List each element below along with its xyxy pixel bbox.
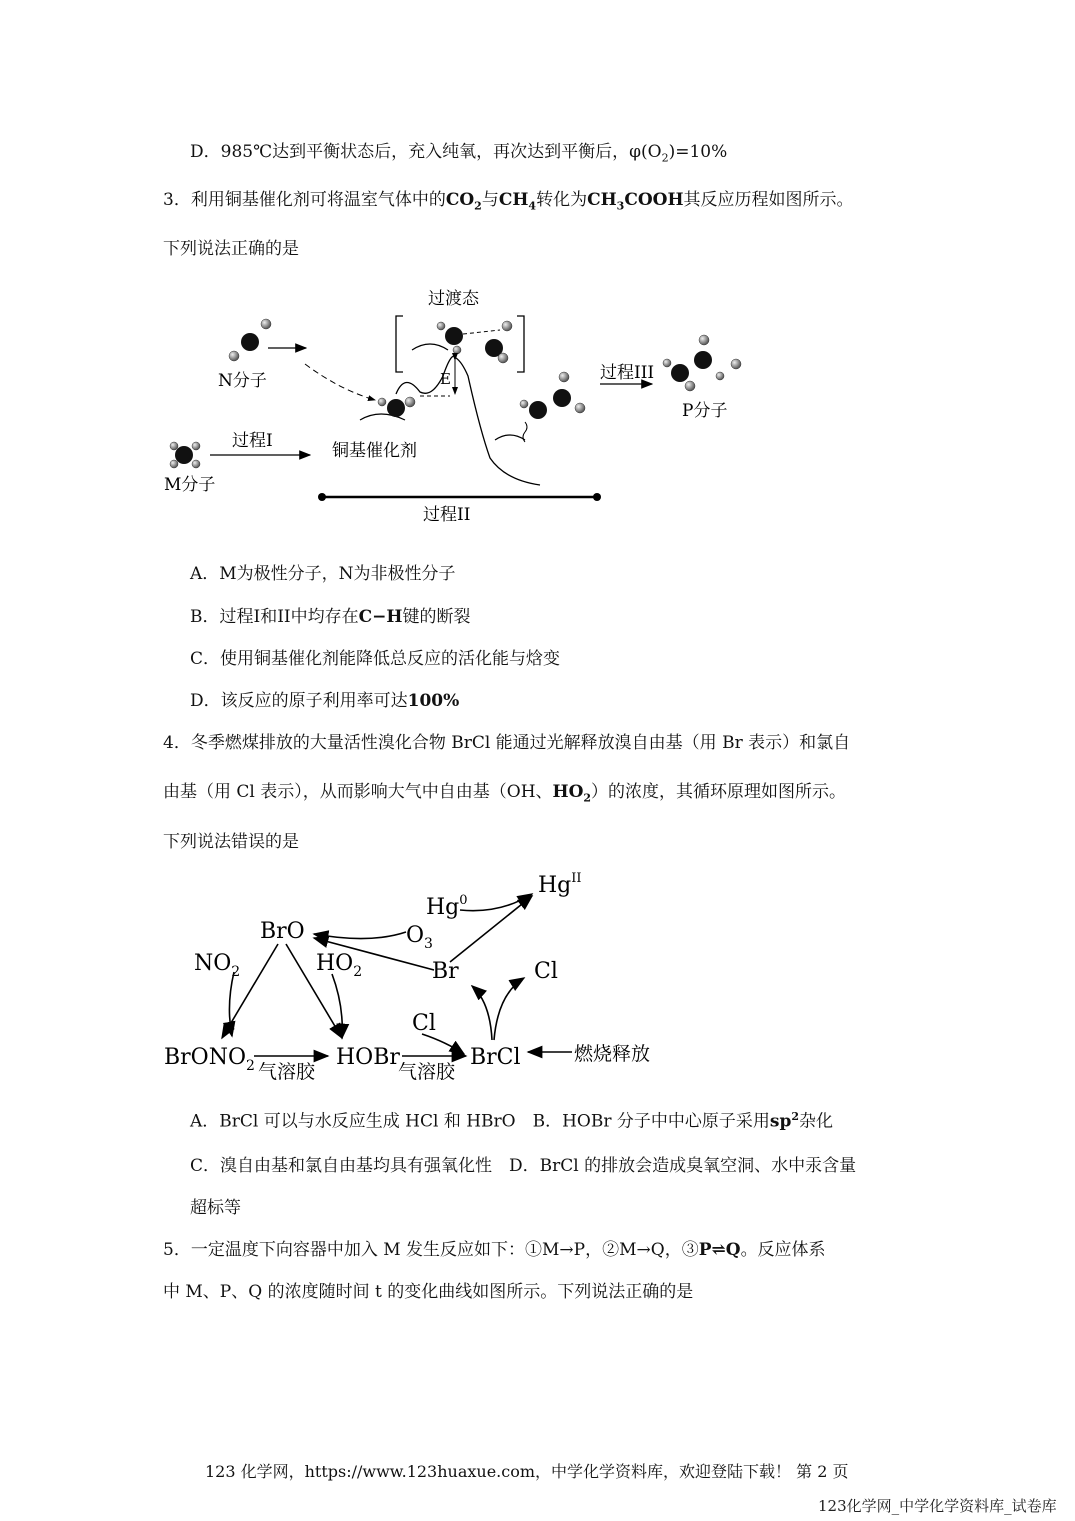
bro-label: BrO bbox=[260, 919, 305, 944]
catalyst-label: 铜基催化剂 bbox=[332, 441, 417, 461]
left-bracket bbox=[396, 316, 403, 372]
energy-curve bbox=[396, 356, 540, 485]
process2-label: 过程II bbox=[423, 505, 471, 525]
product-adsorbed bbox=[495, 372, 585, 442]
no2-arrow bbox=[229, 972, 234, 1036]
q4-stem-line3: 下列说法错误的是 bbox=[163, 832, 299, 852]
q4-stem-line1: 4．冬季燃煤排放的大量活性溴化合物 BrCl 能通过光解释放溴自由基（用 Br 表示）和氯自 bbox=[163, 733, 851, 753]
brcl-label: BrCl bbox=[470, 1045, 521, 1070]
aerosol2-label: 气溶胶 bbox=[398, 1061, 456, 1083]
m-molecule-label: M分子 bbox=[164, 475, 216, 495]
brono2-label: BrONO$_2$ bbox=[164, 1045, 255, 1074]
adsorbed-species bbox=[360, 397, 415, 420]
cl-top-label: Cl bbox=[534, 959, 558, 984]
hobr-label: HOBr bbox=[336, 1045, 400, 1070]
q4-cycle-diagram bbox=[160, 866, 700, 1086]
p-molecule-label: P分子 bbox=[682, 401, 728, 421]
q3-option-c: C．使用铜基催化剂能降低总反应的活化能与焓变 bbox=[190, 649, 561, 669]
m-molecule bbox=[170, 442, 200, 468]
q4-options-ab: A．BrCl 可以与水反应生成 HCl 和 HBrO B．HOBr 分子中中心原子采用$sp^2$杂化 bbox=[190, 1110, 834, 1132]
page-footer: 123 化学网，https://www.123huaxue.com，中学化学资料库，欢迎登陆下载！ 第 2 页 bbox=[205, 1462, 849, 1481]
o3-to-bro-arrow bbox=[314, 932, 406, 939]
no2-label: $NO_2$ bbox=[194, 951, 241, 980]
hgII-label: $Hg^{II}$ bbox=[538, 871, 582, 898]
burn-release-label: 燃烧释放 bbox=[574, 1043, 651, 1065]
transition-state-label: 过渡态 bbox=[428, 289, 479, 309]
dashed-path bbox=[305, 364, 375, 400]
q3-option-b: B．过程I和II中均存在C−H键的断裂 bbox=[190, 607, 471, 627]
ho2-label: $HO_2$ bbox=[316, 951, 363, 980]
process1-label: 过程I bbox=[232, 431, 273, 451]
watermark: 123化学网_中学化学资料库_试卷库 bbox=[818, 1497, 1057, 1515]
hg-arrow bbox=[460, 894, 532, 911]
q3-stem-line2: 下列说法正确的是 bbox=[163, 239, 299, 259]
q5-stem-line1: 5．一定温度下向容器中加入 M 发生反应如下：①M→P，②M→Q，③P⇌Q。反应体系 bbox=[163, 1240, 826, 1260]
p-molecule bbox=[663, 335, 741, 391]
q3-option-a: A．M为极性分子，N为非极性分子 bbox=[190, 564, 456, 584]
process3-label: 过程III bbox=[600, 363, 655, 383]
aerosol1-label: 气溶胶 bbox=[258, 1061, 316, 1083]
cl-mid-label: Cl bbox=[412, 1011, 436, 1036]
n-molecule-label: N分子 bbox=[218, 371, 267, 391]
q3-reaction-diagram bbox=[160, 280, 780, 530]
energy-label: E bbox=[440, 370, 451, 388]
brcl-to-br-arrow bbox=[472, 986, 492, 1040]
q3-option-d: D．该反应的原子利用率可达100% bbox=[190, 691, 460, 711]
q2-option-d: D．985℃达到平衡状态后，充入纯氧，再次达到平衡后，$\varphi(O_2)=10\%$ bbox=[190, 142, 728, 165]
q4-stem-line2: 由基（用 Cl 表示），从而影响大气中自由基（OH、$HO_2$）的浓度，其循环原理如图所示。 bbox=[163, 782, 847, 805]
transition-state-molecule bbox=[412, 321, 512, 363]
q4-options-cd-line2: 超标等 bbox=[190, 1198, 241, 1218]
q4-options-cd: C．溴自由基和氯自由基均具有强氧化性 D．BrCl 的排放会造成臭氧空洞、水中汞含量 bbox=[190, 1156, 857, 1176]
right-bracket bbox=[517, 316, 524, 372]
br-label: Br bbox=[432, 959, 459, 984]
q3-stem: 3．利用铜基催化剂可将温室气体中的$CO_2$与$CH_4$转化为$CH_3COOH$其反应历程如图所示。 bbox=[163, 190, 854, 213]
n-molecule bbox=[229, 319, 271, 361]
q5-stem-line2: 中 M、P、Q 的浓度随时间 t 的变化曲线如图所示。下列说法正确的是 bbox=[163, 1282, 694, 1302]
cl-mid-arrow bbox=[422, 1034, 464, 1054]
brcl-to-cl-arrow bbox=[494, 978, 524, 1040]
hg0-label: Hg$^0$ bbox=[426, 893, 468, 920]
o3-label: $O_3$ bbox=[406, 923, 433, 952]
